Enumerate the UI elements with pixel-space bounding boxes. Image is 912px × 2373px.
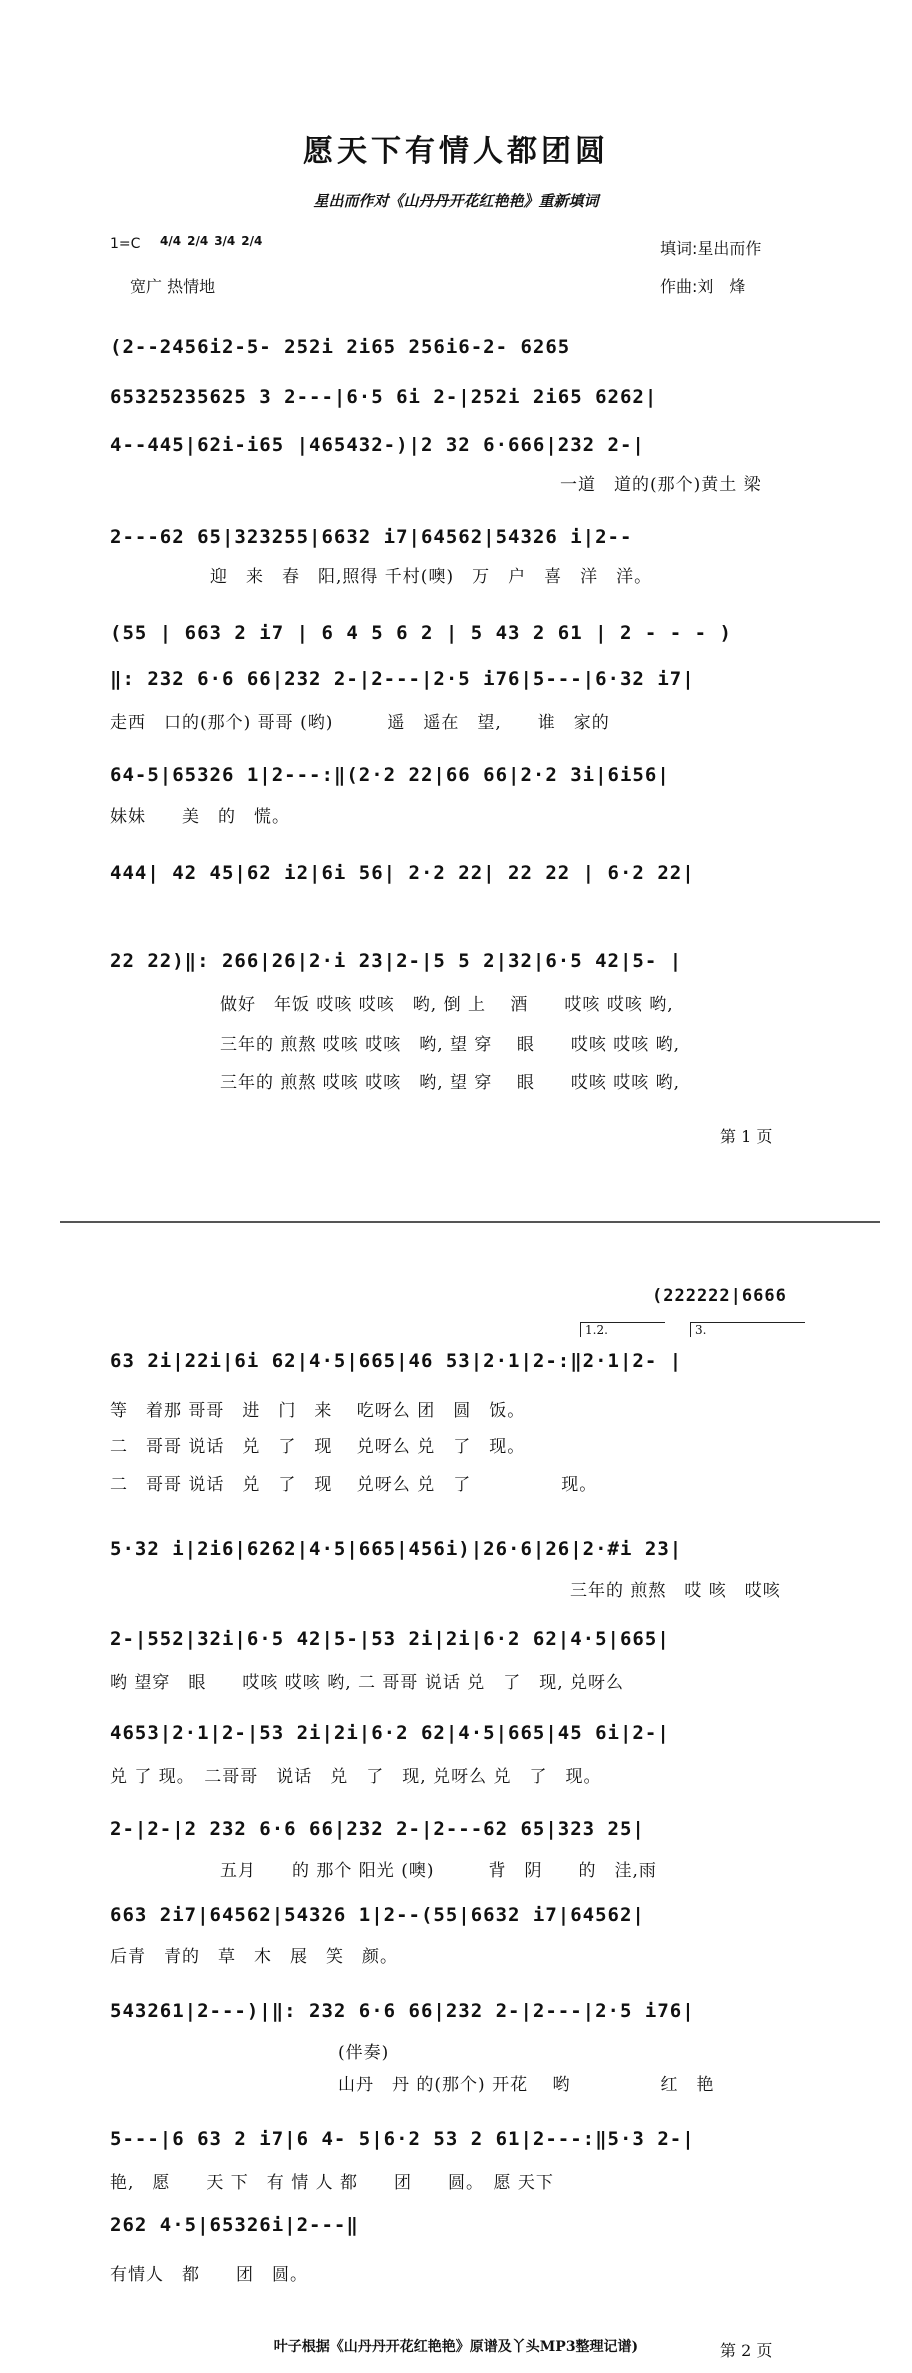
time-signature: 2/4: [241, 234, 263, 248]
composer: 作曲:刘 烽: [660, 277, 746, 296]
lyric-line: 二 哥哥 说话 兑 了 现 兑呀么 兑 了 现。: [110, 1475, 598, 1495]
notation-line: 63 2i|22i|6i 62|4·5|665|46 53|2·1|2-:‖2·1|2- |: [110, 1350, 683, 1372]
time-signature: 2/4: [187, 234, 209, 248]
notation-line: ‖: 232 6·6 66|232 2-|2---|2·5 i76|5---|6·32 i7|: [110, 668, 695, 690]
page-number: 第 2 页: [720, 2341, 773, 2360]
page-divider: [60, 1221, 880, 1223]
volta-bracket: 1.2.: [580, 1322, 665, 1337]
notation-line: 2---62 65|323255|6632 i7|64562|54326 i|2--: [110, 526, 633, 548]
lyric-line: 二 哥哥 说话 兑 了 现 兑呀么 兑 了 现。: [110, 1437, 526, 1457]
lyric-line: 做好 年饭 哎咳 哎咳 哟, 倒 上 酒 哎咳 哎咳 哟,: [220, 995, 674, 1015]
intro-notation: (222222|6666: [652, 1286, 787, 1306]
footer-note: 叶子根据《山丹丹开花红艳艳》原谱及丫头MP3整理记谱): [273, 2339, 639, 2355]
page-title: 愿天下有情人都团圆: [303, 134, 609, 169]
lyric-line: (伴奏): [338, 2043, 390, 2063]
time-signature: 4/4: [160, 234, 182, 248]
lyric-line: 三年的 煎熬 哎咳 哎咳 哟, 望 穿 眼 哎咳 哎咳 哟,: [220, 1073, 681, 1093]
notation-line: 262 4·5|65326i|2---‖: [110, 2214, 359, 2236]
lyric-line: 一道 道的(那个)黄土 梁: [560, 475, 762, 495]
lyric-line: 等 着那 哥哥 进 门 来 吃呀么 团 圆 饭。: [110, 1401, 526, 1421]
lyric-line: 五月 的 那个 阳光 (噢) 背 阴 的 洼,雨: [220, 1861, 657, 1881]
notation-line: (55 | 663 2 i7 | 6 4 5 6 2 | 5 43 2 61 | 2 - - - ): [110, 622, 732, 644]
notation-line: 4653|2·1|2-|53 2i|2i|6·2 62|4·5|665|45 6i|2-|: [110, 1722, 670, 1744]
notation-line: 2-|2-|2 232 6·6 66|232 2-|2---62 65|323 25|: [110, 1818, 645, 1840]
notation-line: 543261|2---)|‖: 232 6·6 66|232 2-|2---|2·5 i76|: [110, 2000, 695, 2022]
lyric-line: 山丹 丹 的(那个) 开花 哟 红 艳: [338, 2075, 715, 2095]
notation-line: 64-5|65326 1|2---:‖(2·2 22|66 66|2·2 3i|6i56|: [110, 764, 670, 786]
notation-line: 5·32 i|2i6|6262|4·5|665|456i)|26·6|26|2·#i 23|: [110, 1538, 683, 1560]
lyric-line: 艳, 愿 天 下 有 情 人 都 团 圆。 愿 天下: [110, 2173, 554, 2193]
tempo-marking: 宽广 热情地: [130, 277, 216, 296]
lyric-line: 哟 望穿 眼 哎咳 哎咳 哟, 二 哥哥 说话 兑 了 现, 兑呀么: [110, 1673, 625, 1693]
lyric-line: 兑 了 现。 二哥哥 说话 兑 了 现, 兑呀么 兑 了 现。: [110, 1767, 602, 1787]
notation-line: 2-|552|32i|6·5 42|5-|53 2i|2i|6·2 62|4·5|665|: [110, 1628, 670, 1650]
lyric-line: 走西 口的(那个) 哥哥 (哟) 遥 遥在 望, 谁 家的: [110, 713, 610, 733]
time-signature: 3/4: [214, 234, 236, 248]
lyric-line: 三年的 煎熬 哎 咳 哎咳: [570, 1581, 781, 1601]
lyric-line: 有情人 都 团 圆。: [110, 2265, 308, 2285]
lyric-line: 后青 青的 草 木 展 笑 颜。: [110, 1947, 398, 1967]
key-signature: 1=C: [110, 236, 141, 252]
notation-line: 65325235625 3 2---|6·5 6i 2-|252i 2i65 6262|: [110, 386, 658, 408]
volta-bracket: 3.: [690, 1322, 805, 1337]
notation-line: (2--2456i2-5- 252i 2i65 256i6-2- 6265: [110, 336, 571, 358]
lyric-line: 三年的 煎熬 哎咳 哎咳 哟, 望 穿 眼 哎咳 哎咳 哟,: [220, 1035, 681, 1055]
notation-line: 4--445|62i-i65 |465432-)|2 32 6·666|232 2-|: [110, 434, 645, 456]
notation-line: 22 22)‖: 266|26|2·i 23|2-|5 5 2|32|6·5 42|5- |: [110, 950, 683, 972]
notation-line: 444| 42 45|62 i2|6i 56| 2·2 22| 22 22 | 6·2 22|: [110, 862, 695, 884]
notation-line: 663 2i7|64562|54326 1|2--(55|6632 i7|64562|: [110, 1904, 645, 1926]
lyricist: 填词:星出而作: [660, 239, 762, 258]
lyric-line: 迎 来 春 阳,照得 千村(噢) 万 户 喜 洋 洋。: [210, 567, 653, 587]
time-signatures: [160, 230, 263, 249]
lyric-line: 妹妹 美 的 慌。: [110, 807, 290, 827]
subtitle: 星出而作对《山丹丹开花红艳艳》重新填词: [313, 192, 599, 210]
notation-line: 5---|6 63 2 i7|6 4- 5|6·2 53 2 61|2---:‖5·3 2-|: [110, 2128, 695, 2150]
page-number: 第 1 页: [720, 1127, 773, 1146]
